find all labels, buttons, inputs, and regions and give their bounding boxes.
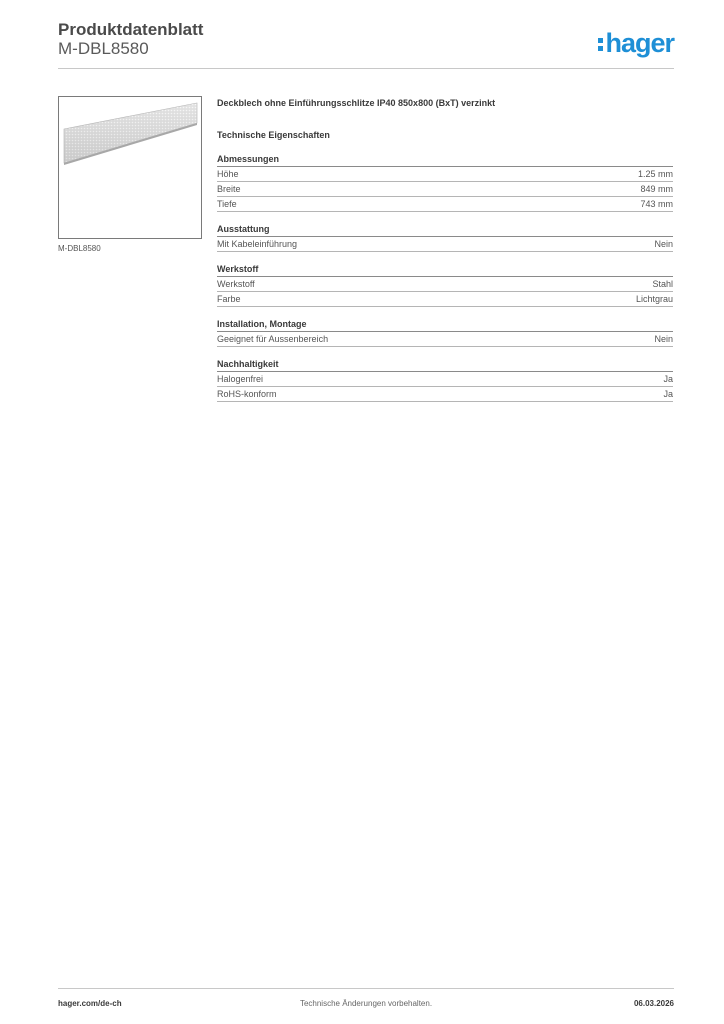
document-subtitle: M-DBL8580 (58, 39, 149, 58)
property-value: Ja (663, 374, 673, 384)
property-value: Ja (663, 389, 673, 399)
property-label: Höhe (217, 169, 239, 179)
property-row (217, 372, 673, 387)
image-caption: M-DBL8580 (58, 244, 101, 253)
property-value: Nein (654, 239, 673, 249)
property-value: 1.25 mm (637, 169, 673, 179)
property-row (217, 277, 673, 292)
property-row (217, 197, 673, 212)
property-label: Halogenfrei (217, 374, 264, 384)
group-title: Ausstattung (217, 222, 673, 237)
property-group-ausstattung (217, 222, 673, 252)
property-row (217, 332, 673, 347)
property-row (217, 167, 673, 182)
group-title: Werkstoff (217, 262, 673, 277)
property-row (217, 237, 673, 252)
section-heading: Technische Eigenschaften (217, 130, 330, 140)
property-label: Mit Kabeleinführung (217, 239, 298, 249)
property-group-werkstoff (217, 262, 673, 307)
group-title: Abmessungen (217, 152, 673, 167)
document-title: Produktdatenblatt (58, 20, 204, 39)
hager-logo (598, 28, 674, 58)
property-group-nachhaltigkeit (217, 357, 673, 402)
property-label: Werkstoff (217, 279, 255, 289)
product-content (217, 96, 673, 402)
footer-note: Technische Änderungen vorbehalten. (299, 999, 433, 1008)
product-image (58, 96, 202, 239)
footer-date: 06.03.2026 (633, 999, 674, 1008)
property-row (217, 182, 673, 197)
page-header (58, 20, 674, 69)
property-value: Lichtgrau (635, 294, 673, 304)
logo-colon-icon (598, 34, 604, 52)
property-value: Stahl (652, 279, 673, 289)
group-title: Nachhaltigkeit (217, 357, 673, 372)
property-label: Geeignet für Aussenbereich (217, 334, 329, 344)
property-value: 849 mm (640, 184, 673, 194)
property-group-abmessungen (217, 152, 673, 212)
page-footer (58, 988, 674, 1011)
footer-url-link[interactable]: hager.com/de-ch (58, 999, 122, 1008)
logo-text: hager (605, 27, 674, 58)
perforated-plate-icon (59, 97, 201, 238)
product-title: Deckblech ohne Einführungsschlitze IP40 850x800 (BxT) verzinkt (217, 98, 496, 108)
property-value: Nein (654, 334, 673, 344)
property-group-installation (217, 317, 673, 347)
property-label: RoHS-konform (217, 389, 277, 399)
property-label: Breite (217, 184, 241, 194)
group-title: Installation, Montage (217, 317, 673, 332)
property-label: Tiefe (217, 199, 237, 209)
property-row (217, 292, 673, 307)
property-label: Farbe (217, 294, 241, 304)
property-value: 743 mm (640, 199, 673, 209)
property-row (217, 387, 673, 402)
